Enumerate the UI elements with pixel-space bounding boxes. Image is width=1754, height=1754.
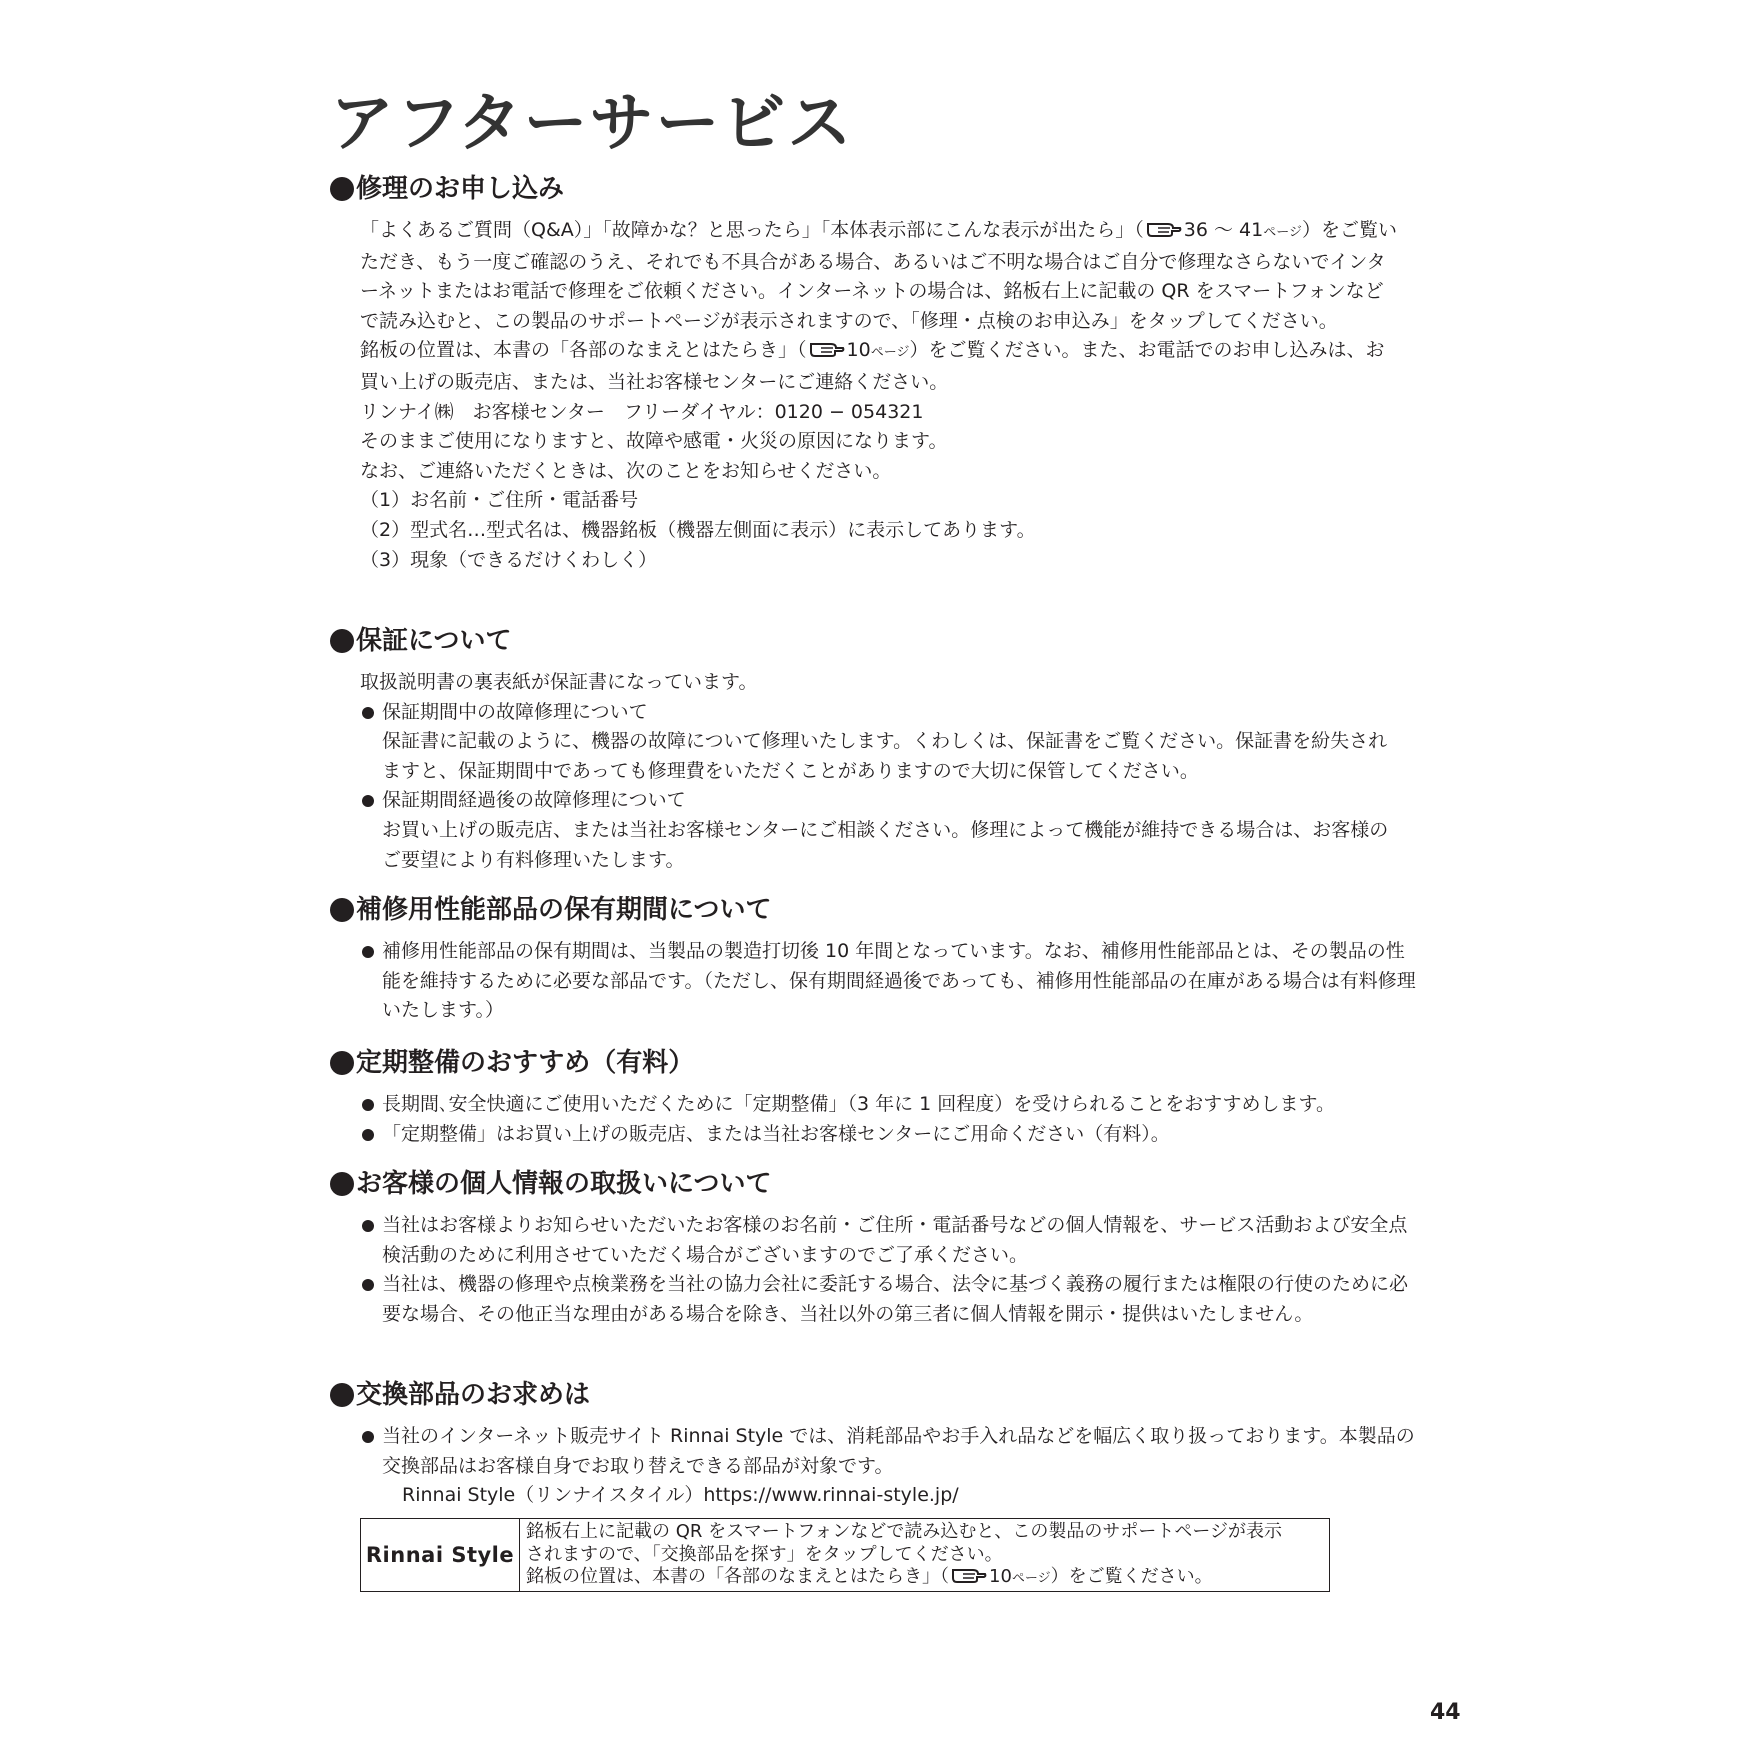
bullet-item: 「定期整備」はお買い上げの販売店、または当社お客様センターにご用命ください（有料）。 (360, 1120, 1422, 1150)
pointing-hand-icon (951, 1566, 987, 1584)
list-item: （1）お名前・ご住所・電話番号 (360, 489, 639, 512)
section-heading: 定期整備のおすすめ（有料） (330, 1046, 1390, 1080)
bullet-item: 当社のインターネット販売サイト Rinnai Style では、消耗部品やお手入れ品などを幅広く取り扱っております。本製品の交換部品はお客様自身でお取り替えできる部品が対象です。 (360, 1422, 1422, 1481)
site-url: Rinnai Style（リンナイスタイル）https://www.rinnai-style.jp/ (402, 1484, 959, 1507)
section-heading: 修理のお申し込み (330, 172, 1390, 206)
list-item: （2）型式名…型式名は、機器銘板（機器左側面に表示）に表示してあります。 (360, 518, 1036, 541)
warning-line: そのままご使用になりますと、故障や感電・火災の原因になります。 (360, 430, 948, 453)
section-heading: 交換部品のお求めは (330, 1378, 1390, 1412)
bullet-item: 長期間､安全快適にご使用いただくために「定期整備」（3 年に 1 回程度）を受けられることをおすすめします。 (360, 1090, 1422, 1120)
section-heading: 保証について (330, 624, 1390, 658)
section-maintenance (330, 1046, 1390, 1149)
bullet-dot-icon (330, 898, 354, 922)
contact-line: リンナイ㈱ お客様センター フリーダイヤル：0120 − 054321 (360, 400, 924, 423)
section-privacy (330, 1167, 1409, 1329)
warranty-intro: 取扱説明書の裏表紙が保証書になっています。 (360, 671, 758, 693)
page-title: アフターサービス (330, 87, 854, 161)
bullet-item: 保証期間中の故障修理について (360, 698, 1422, 728)
bullet-text: 保証書に記載のように、機器の故障について修理いたします。くわしくは、保証書をご覧ください。保証書を紛失されますと、保証期間中であっても修理費をいただくことがありますので大切に保管してください。 (382, 730, 1388, 782)
section-parts-period (330, 893, 1416, 1026)
list-item: （3）現象（できるだけくわしく） (360, 548, 658, 571)
notice-line: なお、ご連絡いただくときは、次のことをお知らせください。 (360, 459, 892, 482)
bullet-item: 当社はお客様よりお知らせいただいたお客様のお名前・ご住所・電話番号などの個人情報を、サービス活動および安全点検活動のために利用させていただく場合がございますのでご了承ください。 (360, 1211, 1422, 1270)
section-heading: 補修用性能部品の保有期間について (330, 893, 1390, 927)
bullet-item: 当社は、機器の修理や点検業務を当社の協力会社に委託する場合、法令に基づく義務の履行または権限の行使のために必要な場合、その他正当な理由がある場合を除き、当社以外の第三者に個人情報を開示・提供はいたしません。 (360, 1270, 1422, 1329)
bullet-dot-icon (330, 1383, 354, 1407)
bullet-dot-icon (330, 1172, 354, 1196)
bullet-text: お買い上げの販売店、または当社お客様センターにご相談ください。修理によって機能が維持できる場合は、お客様のご要望により有料修理いたします。 (382, 818, 1389, 871)
repair-paragraph-2: 銘板の位置は、本書の「各部のなまえとはたらき」（ 10ページ）をご覧ください。また、お電話でのお申し込みは、お買い上げの販売店、または、当社お客様センターにご連絡ください。 (360, 339, 1385, 393)
pointing-hand-icon (809, 340, 845, 358)
bullet-dot-icon (330, 629, 354, 653)
rinnai-style-info-box (360, 1518, 1330, 1592)
repair-paragraph-1: 「よくあるご質問（Q&A）」「故障かな？と思ったら」「本体表示部にこんな表示が出たら」（ 36 ～ 41ページ）をご覧いただき、もう一度ご確認のうえ、それでも不具合がある場合、あるいはご不明な場合はご自分で修理なさらないでインターネットまたはお電話で修理をご依頼ください。インターネットの場合は、銘板右上に記載の QR をスマートフォンなどで読み込むと、この製品のサポートページが表示されますので、「修理・点検のお申込み」をタップしてください。 (360, 219, 1397, 332)
bullet-item: 保証期間経過後の故障修理について (360, 786, 1422, 816)
section-repair (330, 172, 1397, 575)
bullet-item: 補修用性能部品の保有期間は、当製品の製造打切後 10 年間となっています。なお、補修用性能部品とは、その製品の性能を維持するために必要な部品です。（ただし、保有期間経過後であっても、補修用性能部品の在庫がある場合は有料修理いたします。） (360, 937, 1422, 1026)
rinnai-style-logo: Rinnai Style (361, 1519, 520, 1591)
page-number: 44 (1430, 1700, 1461, 1725)
section-warranty (330, 624, 1390, 875)
bullet-dot-icon (330, 1051, 354, 1075)
section-replacement (330, 1378, 1415, 1511)
info-box-text: 銘板右上に記載の QR をスマートフォンなどで読み込むと、この製品のサポートページが表示 されますので、「交換部品を探す」をタップしてください。 銘板の位置は、本書の「各部のなまえとはたらき」（ 10ページ）をご覧ください。 (526, 1521, 1282, 1587)
pointing-hand-icon (1146, 220, 1182, 238)
section-heading: お客様の個人情報の取扱いについて (330, 1167, 1390, 1201)
bullet-dot-icon (330, 177, 354, 201)
